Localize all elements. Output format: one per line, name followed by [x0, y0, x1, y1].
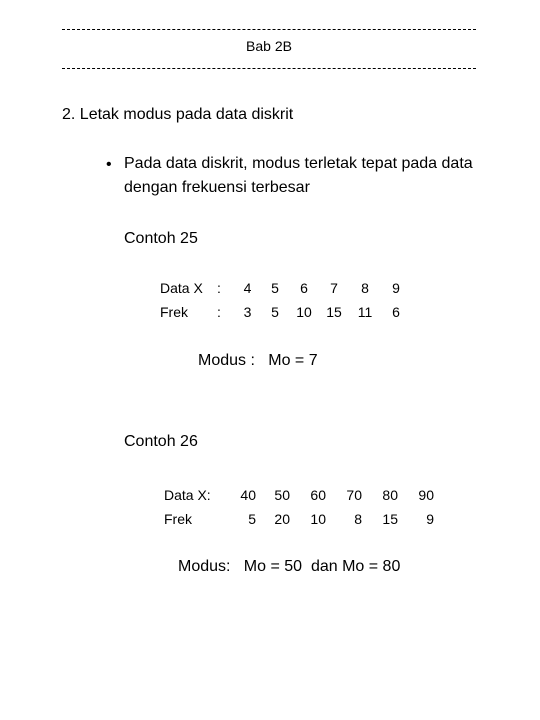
table-cell: 70	[346, 487, 362, 503]
table-row	[160, 300, 412, 324]
table-cell: 4	[243, 280, 252, 296]
bullet-text: Pada data diskrit, modus terletak tepat pada data dengan frekuensi terbesar	[124, 155, 473, 196]
example-26-result: Modus: Mo = 50 dan Mo = 80	[178, 558, 401, 575]
table-cell: 90	[418, 487, 434, 503]
table-cell: 11	[357, 304, 373, 320]
table-cell: 7	[330, 280, 338, 296]
example-25-result: Modus : Mo = 7	[198, 352, 318, 369]
table-row	[164, 507, 434, 531]
table-cell: 5	[271, 280, 279, 296]
table-cell: 6	[300, 280, 308, 296]
table-cell: 5	[248, 511, 256, 527]
table-cell: 8	[354, 511, 362, 527]
table-cell: 20	[274, 511, 290, 527]
table-cell: 9	[426, 511, 434, 527]
row-colon: :	[217, 304, 221, 320]
row-label-data-x: Data X	[160, 280, 203, 296]
table-cell: 5	[271, 304, 279, 320]
table-cell: 10	[296, 304, 312, 320]
table-cell: 15	[382, 511, 398, 527]
example-26-title: Contoh 26	[124, 433, 198, 450]
row-label-frek: Frek	[164, 511, 192, 527]
table-cell: 8	[361, 280, 369, 296]
row-label-data-x: Data X:	[164, 487, 211, 503]
example-26-table	[164, 483, 434, 531]
table-row	[164, 483, 434, 507]
table-cell: 9	[392, 280, 400, 296]
row-label-frek: Frek	[160, 304, 188, 320]
section-title: 2. Letak modus pada data diskrit	[62, 106, 294, 123]
table-cell: 10	[310, 511, 326, 527]
table-cell: 60	[310, 487, 326, 503]
table-cell: 15	[326, 304, 342, 320]
table-row	[160, 276, 412, 300]
example-25-table	[160, 276, 412, 324]
table-cell: 6	[392, 304, 400, 320]
header-top-divider	[62, 29, 476, 30]
table-cell: 3	[243, 304, 252, 320]
table-cell: 40	[240, 487, 256, 503]
row-colon: :	[217, 280, 221, 296]
page-header-title: Bab 2B	[246, 38, 292, 54]
bullet-symbol: •	[106, 156, 112, 173]
table-cell: 50	[274, 487, 290, 503]
example-25-title: Contoh 25	[124, 230, 198, 247]
table-cell: 80	[382, 487, 398, 503]
header-bottom-divider	[62, 68, 476, 69]
